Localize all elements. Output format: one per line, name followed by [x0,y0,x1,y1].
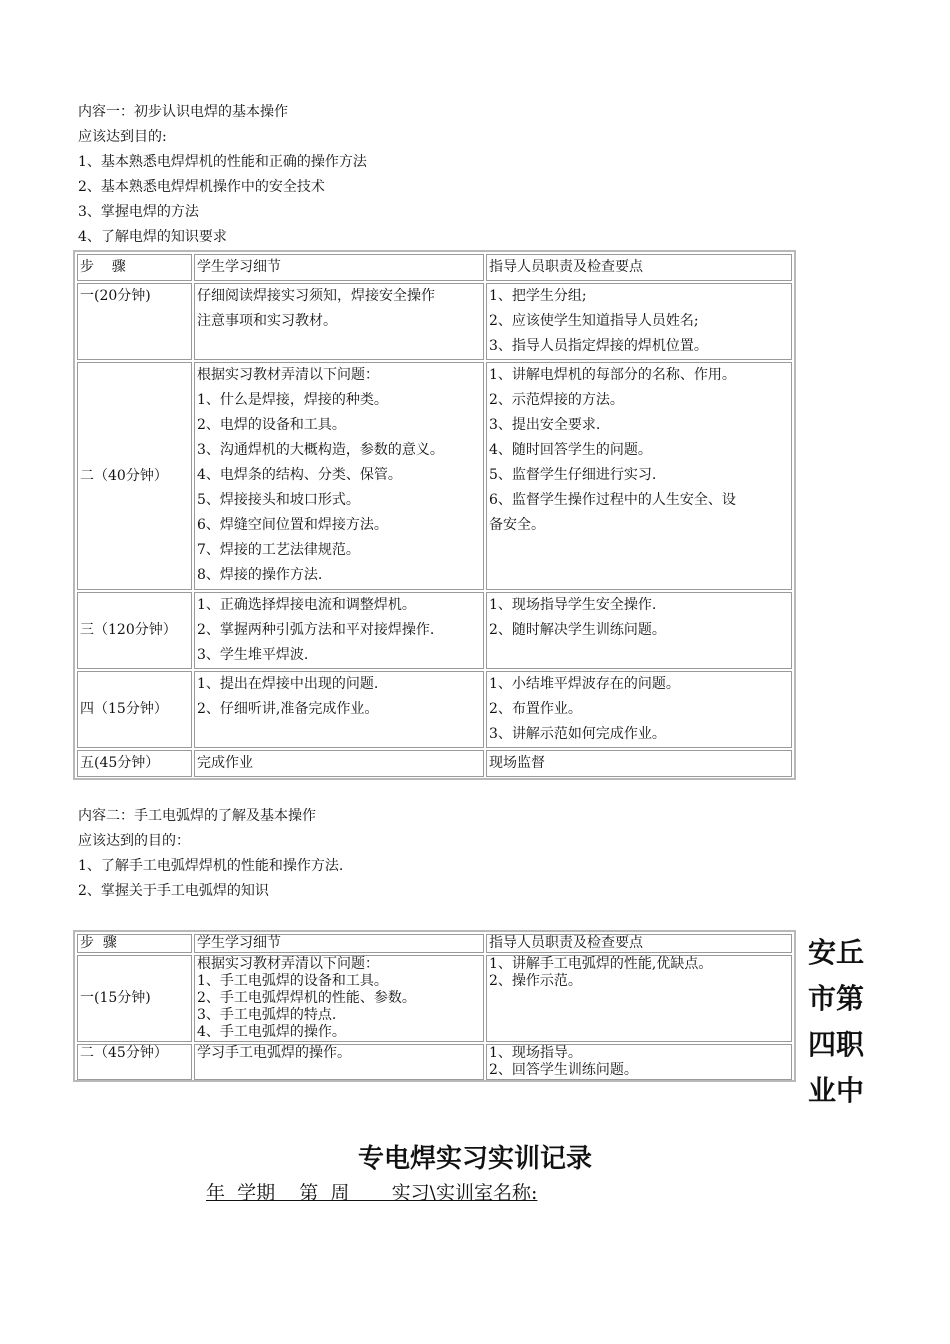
cell-line: 3、提出安全要求. [489,417,601,433]
cell-line: 1、手工电弧焊的设备和工具。 [197,973,388,989]
cell-line: 根据实习教材弄清以下问题： [197,956,379,972]
cell-line: 1、讲解手工电弧焊的性能,优缺点。 [489,956,713,972]
step-cell: 三（120分钟） [77,592,192,669]
cell-line: 2、示范焊接的方法。 [489,392,624,408]
cell-line: 2、布置作业。 [489,701,582,717]
intro-line: 内容一：初步认识电焊的基本操作 [78,104,288,120]
table2-header-step: 步 骤 [77,934,192,953]
cell-line: 5、监督学生仔细进行实习. [489,467,657,483]
cell-line: 5、焊接接头和坡口形式。 [197,492,360,508]
cell-line: 2、回答学生训练问题。 [489,1062,638,1078]
guide-cell [486,750,792,777]
cell-line: 1、现场指导学生安全操作. [489,597,657,613]
cell-line: 8、焊接的操作方法. [197,567,323,583]
cell-line: 2、应该使学生知道指导人员姓名; [489,313,699,329]
cell-line: 现场监督 [489,755,545,771]
table-row [77,750,792,777]
table-row [77,955,792,1042]
intro-line: 1、基本熟悉电焊焊机的性能和正确的操作方法 [78,154,367,170]
intro-line: 4、了解电焊的知识要求 [78,229,227,245]
step-cell: 四（15分钟） [77,671,192,748]
side-title-line: 业中 [808,1074,865,1107]
cell-line: 2、仔细听讲,准备完成作业。 [197,701,379,717]
side-title-line: 市第 [808,982,865,1015]
side-title-line: 四职 [808,1028,865,1061]
cell-line: 根据实习教材弄清以下问题： [197,367,379,383]
cell-line: 4、电焊条的结构、分类、保管。 [197,467,402,483]
intro-line: 2、基本熟悉电焊焊机操作中的安全技术 [78,179,325,195]
cell-line: 6、焊缝空间位置和焊接方法。 [197,517,388,533]
cell-line: 3、学生堆平焊波. [197,647,309,663]
student-cell [194,283,484,360]
cell-line: 1、把学生分组; [489,288,587,304]
intro-line: 应该达到的目的： [78,833,190,849]
table-row [77,592,792,669]
table2-header-guide: 指导人员职责及检查要点 [486,934,792,953]
guide-cell [486,283,792,360]
table-row [77,283,792,360]
cell-line: 学习手工电弧焊的操作。 [197,1045,351,1061]
student-cell [194,592,484,669]
intro-line: 1、了解手工电弧焊焊机的性能和操作方法. [78,858,344,874]
section2-intro [78,804,343,904]
table1-header-student: 学生学习细节 [194,254,484,281]
guide-cell [486,592,792,669]
cell-line: 仔细阅读焊接实习须知，焊接安全操作 [197,288,435,304]
table-row [77,362,792,590]
cell-line: 1、现场指导。 [489,1045,582,1061]
intro-line: 应该达到目的: [78,129,167,145]
intro-line: 2、掌握关于手工电弧焊的知识 [78,883,269,899]
intro-line: 3、掌握电焊的方法 [78,204,199,220]
cell-line: 1、讲解电焊机的每部分的名称、作用。 [489,367,736,383]
cell-line: 2、手工电弧焊焊机的性能、参数。 [197,990,416,1006]
table1-header-step: 步 骤 [77,254,192,281]
cell-line: 6、监督学生操作过程中的人生安全、设 [489,492,736,508]
cell-line: 1、小结堆平焊波存在的问题。 [489,676,680,692]
student-cell [194,671,484,748]
cell-line: 2、电焊的设备和工具。 [197,417,346,433]
guide-cell [486,955,792,1042]
cell-line: 注意事项和实习教材。 [197,313,337,329]
cell-line: 1、提出在焊接中出现的问题. [197,676,379,692]
cell-line: 2、操作示范。 [489,973,582,989]
cell-line: 备安全。 [489,517,545,533]
student-cell [194,1044,484,1080]
side-title [808,930,870,1114]
table2-header-student: 学生学习细节 [194,934,484,953]
intro-line: 内容二：手工电弧焊的了解及基本操作 [78,808,316,824]
cell-line: 3、沟通焊机的大概构造，参数的意义。 [197,442,444,458]
table-row [77,671,792,748]
cell-line: 2、掌握两种引弧方法和平对接焊操作. [197,622,435,638]
student-cell [194,750,484,777]
step-cell: 一(20分钟) [77,283,192,360]
table2 [73,930,796,1082]
table1 [73,250,796,780]
cell-line: 4、随时回答学生的问题。 [489,442,652,458]
table1-header-guide: 指导人员职责及检查要点 [486,254,792,281]
page-title: 专电焊实习实训记录 [357,1144,592,1174]
cell-line: 7、焊接的工艺法律规范。 [197,542,360,558]
cell-line: 1、什么是焊接，焊接的种类。 [197,392,388,408]
cell-line: 3、讲解示范如何完成作业。 [489,726,666,742]
page-subtitle: 年 学期 第 周 实习\实训室名称: [206,1182,538,1204]
side-title-line: 安丘 [808,936,865,969]
cell-line: 1、正确选择焊接电流和调整焊机。 [197,597,416,613]
step-cell: 二（40分钟） [77,362,192,590]
cell-line: 完成作业 [197,755,253,771]
step-cell: 五(45分钟） [77,750,192,777]
student-cell [194,362,484,590]
cell-line: 2、随时解决学生训练问题。 [489,622,666,638]
table-row [77,1044,792,1080]
step-cell: 二（45分钟） [77,1044,192,1080]
guide-cell [486,671,792,748]
step-cell: 一(15分钟) [77,955,192,1042]
guide-cell [486,1044,792,1080]
cell-line: 4、手工电弧焊的操作。 [197,1024,346,1040]
cell-line: 3、手工电弧焊的特点. [197,1007,337,1023]
student-cell [194,955,484,1042]
section1-intro [78,100,367,250]
guide-cell [486,362,792,590]
cell-line: 3、指导人员指定焊接的焊机位置。 [489,338,708,354]
